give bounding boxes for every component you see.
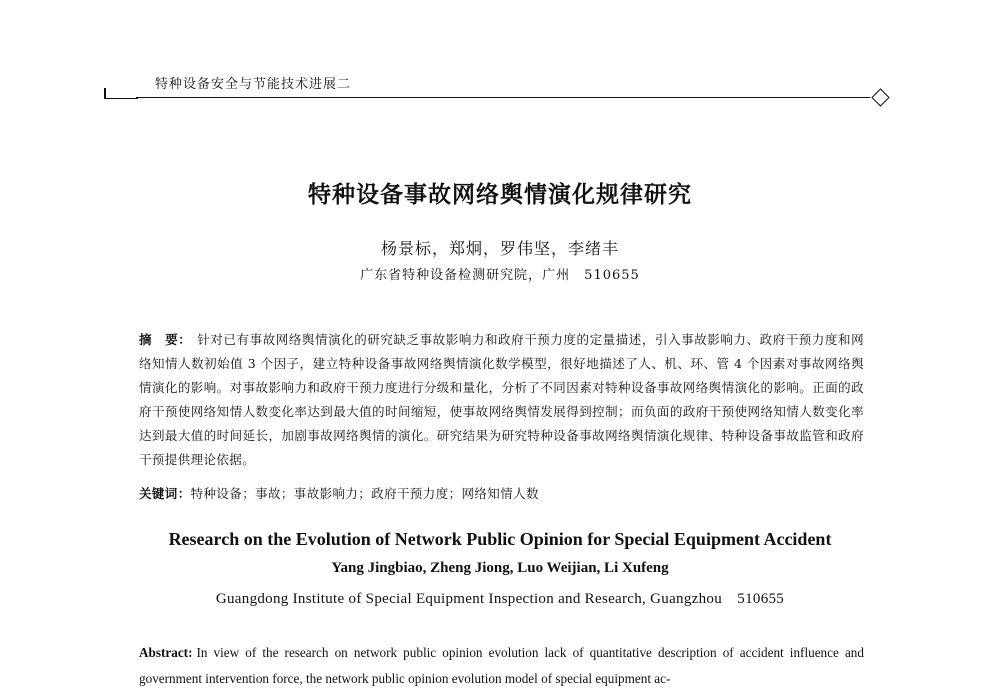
authors-cn: 杨景标，郑炯，罗伟坚，李绪丰 xyxy=(380,239,619,258)
article-title-en: Research on the Evolution of Network Public Opinion for Special Equipment Accident xyxy=(168,529,832,549)
affiliation-cn: 广东省特种设备检测研究院，广州 510655 xyxy=(360,268,640,283)
running-header: 特种设备安全与节能技术进展二 xyxy=(155,77,352,92)
abstract-cn-text: 针对已有事故网络舆情演化的研究缺乏事故影响力和政府干预力度的定量描述，引入事故影响力、政府干预力度和网络知情人数初始值 3 个因子，建立特种设备事故网络舆情演化数学模型，很好地描述了人、机、环、管 4 个因素对事故网络舆情演化的影响。对事故影响力和政府干预力度进行分级和量化，分析了不同因素对特种设备事故网络舆情演化的影响。正面的政府干预使网络知情人数变化率达到最大值的时间缩短，使事故网络舆情发展得到控制；而负面的政府干预使网络知情人数变化率达到最大值的时间延长，加剧事故网络舆情的演化。研究结果为研究特种设备事故网络舆情演化规律、特种设备事故监管和政府干预提供理论依据。 xyxy=(139,332,864,467)
abstract-cn-label: 摘 要： xyxy=(139,332,192,347)
abstract-en-label: Abstract: xyxy=(139,645,193,660)
abstract-en xyxy=(139,640,864,692)
keywords-cn-label: 关键词： xyxy=(139,486,191,501)
article-title-cn: 特种设备事故网络舆情演化规律研究 xyxy=(308,181,692,208)
header-rule xyxy=(136,97,870,98)
keywords-cn-text: 特种设备；事故；事故影响力；政府干预力度；网络知情人数 xyxy=(190,486,539,501)
abstract-en-text: In view of the research on network public opinion evolution lack of quantitative description of accident influence and government intervention force, the network public opinion evolution model of special equipment ac- xyxy=(139,645,864,686)
abstract-cn xyxy=(139,328,864,472)
affiliation-en: Guangdong Institute of Special Equipment Inspection and Research, Guangzhou 510655 xyxy=(215,591,785,607)
diamond-icon xyxy=(871,88,889,106)
authors-en: Yang Jingbiao, Zheng Jiong, Luo Weijian, Li Xufeng xyxy=(331,560,669,576)
header-bracket-ornament xyxy=(104,88,138,99)
keywords-cn xyxy=(139,484,864,502)
